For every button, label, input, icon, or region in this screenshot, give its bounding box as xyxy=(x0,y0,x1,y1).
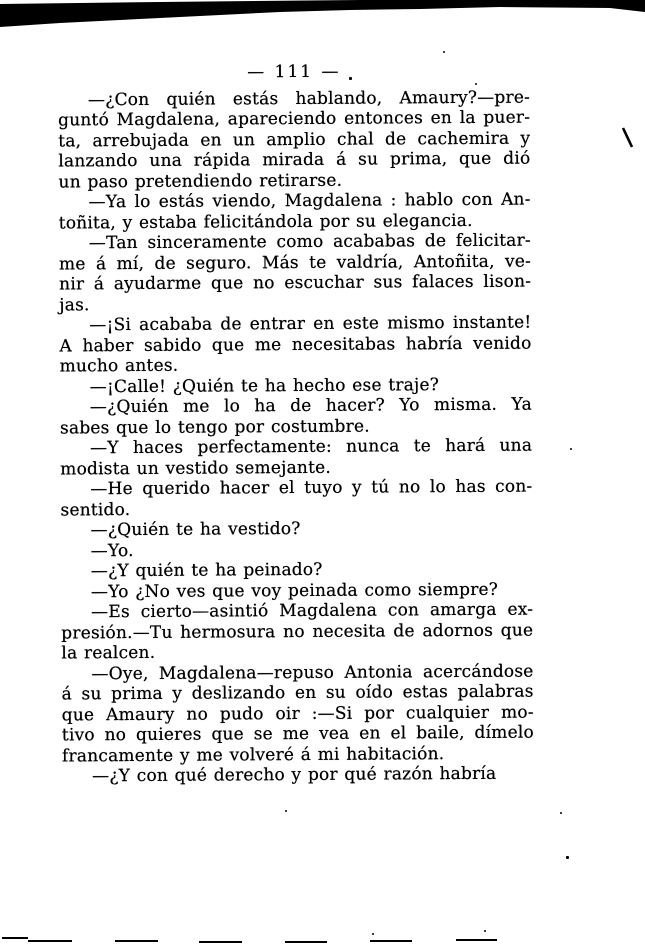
paragraph xyxy=(61,538,533,561)
paragraph xyxy=(59,313,531,377)
paragraph xyxy=(60,436,532,480)
text-line: —He querido hacer el tuyo y tú no lo has con- xyxy=(90,476,533,500)
text-line: guntó Magdalena, apareciendo entonces en la puer- xyxy=(58,107,531,131)
scan-speck xyxy=(349,77,352,80)
text-line: jas. xyxy=(59,294,90,315)
paragraph xyxy=(60,374,532,397)
text-line: —¡Calle! ¿Quién te ha hecho ese traje? xyxy=(89,374,440,397)
text-line: —¿Y quién te ha peinado? xyxy=(90,559,323,582)
text-line: toñita, y estaba felicitándola por su elegancia. xyxy=(58,210,473,233)
text-line: sentido. xyxy=(60,499,131,520)
text-line: me á mí, de seguro. Más te valdría, Antoñita, ve- xyxy=(58,251,532,274)
scan-edge-band xyxy=(0,0,645,32)
paragraph xyxy=(62,764,534,787)
paragraph xyxy=(60,477,532,521)
text-line: un paso pretendiendo retirarse. xyxy=(58,170,343,192)
text-line: —¿Con quién estás hablando, Amaury?—pre- xyxy=(87,87,531,110)
paragraph xyxy=(60,395,532,439)
text-line: —Tan sinceramente como acababas de felicitar- xyxy=(88,230,531,254)
text-line: —Yo. xyxy=(90,540,134,561)
paragraph xyxy=(61,559,533,582)
paragraph xyxy=(61,600,533,664)
text-line: francamente y me volveré á mi habitación. xyxy=(61,743,445,766)
paragraph xyxy=(61,661,534,766)
text-line: —Oye, Magdalena—repuso Antonia acercándose xyxy=(91,661,534,684)
bottom-edge-dash xyxy=(370,940,412,942)
text-line: —¿Y con qué derecho y por qué razón habría xyxy=(92,763,497,787)
text-line: nir á ayudarme que no escuchar sus falaces lison- xyxy=(59,271,532,295)
scan-speck xyxy=(484,930,486,932)
text-line: la realcen. xyxy=(61,642,156,664)
text-line: á su prima y deslizando en su oído estas palabras xyxy=(61,681,534,705)
text-line: que Amaury no pudo oir :—Si por cualquier mo- xyxy=(61,702,534,725)
text-line: —Yo ¿No ves que voy peinada como siempre? xyxy=(90,579,499,602)
text-line: tivo no quieres que se me vea en el baile, dímelo xyxy=(61,722,534,746)
text-line: —Ya lo estás viendo, Magdalena : hablo con An- xyxy=(88,189,531,213)
text-line: A haber sabido que me necesitabas habría venido xyxy=(59,333,532,356)
scan-speck xyxy=(372,933,374,935)
text-line: mucho antes. xyxy=(59,355,179,377)
text-line: —¿Quién me lo ha de hacer? Yo misma. Ya xyxy=(89,394,532,418)
text-line: modista un vestido semejante. xyxy=(60,457,331,479)
paragraph xyxy=(61,518,533,541)
scan-speck xyxy=(560,812,562,814)
paragraph xyxy=(59,231,531,316)
scan-speck xyxy=(566,856,569,859)
text-block xyxy=(58,61,534,787)
scan-speck xyxy=(475,83,477,85)
paragraph xyxy=(58,87,531,192)
text-line: presión.—Tu hermosura no necesita de adornos que xyxy=(61,620,534,643)
text-line: ta, arrebujada en un amplio chal de cachemira y xyxy=(58,128,531,151)
paragraph xyxy=(59,190,531,234)
bottom-edge-dash xyxy=(285,941,327,943)
scan-speck xyxy=(285,810,287,812)
text-line: lanzando una rápida mirada á su prima, que dió xyxy=(58,148,531,172)
text-line: —¿Quién te ha vestido? xyxy=(90,518,301,541)
scan-speck xyxy=(443,51,445,53)
bottom-edge-dash xyxy=(28,940,72,942)
paragraph xyxy=(61,579,533,602)
text-line: —Y haces perfectamente: nunca te hará una xyxy=(90,435,533,459)
text-line: sabes que lo tengo por costumbre. xyxy=(59,416,370,438)
text-line: —¡Si acababa de entrar en este mismo instante! xyxy=(89,312,532,336)
page-number: — 111 — xyxy=(247,61,341,83)
bottom-edge-dash xyxy=(199,941,242,943)
bottom-edge-dash xyxy=(115,940,158,942)
bottom-edge-dash xyxy=(456,939,497,941)
text-line: —Es cierto—asintió Magdalena con amarga ex- xyxy=(91,599,534,623)
bottom-edge-dash xyxy=(2,937,28,939)
scan-speck xyxy=(570,448,572,450)
